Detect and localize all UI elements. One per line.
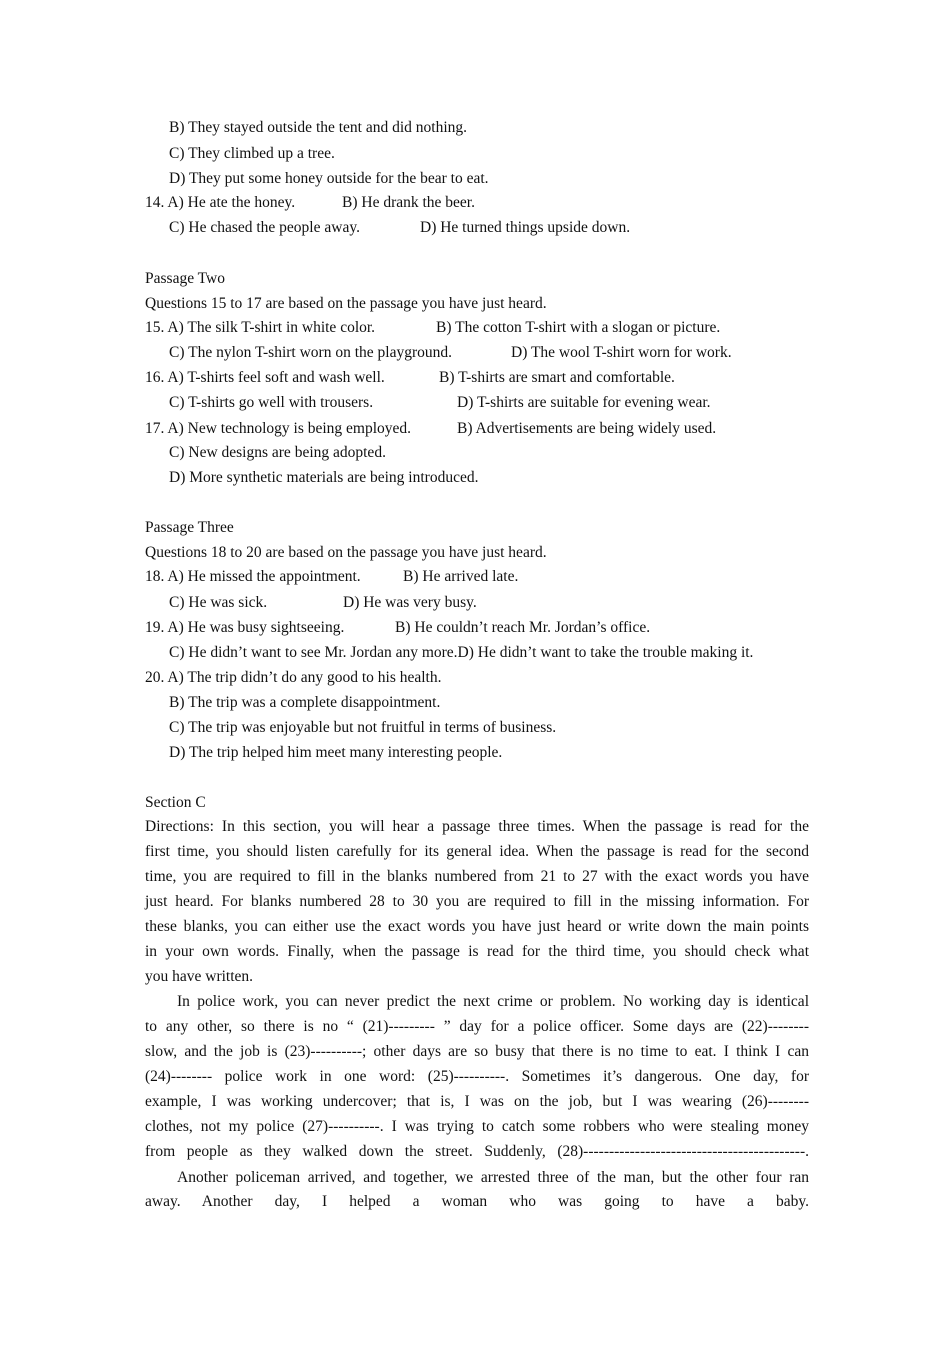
q18-option-c: C) He was sick. xyxy=(169,594,268,611)
passage-two-intro: Questions 15 to 17 are based on the passage you have just heard. xyxy=(145,295,547,312)
directions-line: just heard. For blanks numbered 28 to 30 you are required to fill in the missing information. For xyxy=(145,893,809,910)
q19-option-a: 19. A) He was busy sightseeing. xyxy=(145,619,345,636)
directions-line: in your own words. Finally, when the passage is read for the third time, you should check what xyxy=(145,943,809,960)
directions-line: time, you are required to fill in the blanks numbered from 21 to 27 with the exact words you have xyxy=(145,868,809,885)
passage-line: to any other, so there is no “ (21)--------- ” day for a police officer. Some days are (22)-------- xyxy=(145,1018,809,1035)
passage-two-title: Passage Two xyxy=(145,270,225,287)
q13-option-d: D) They put some honey outside for the bear to eat. xyxy=(169,170,489,187)
passage-line: Another policeman arrived, and together, we arrested three of the man, but the other four ran xyxy=(177,1169,809,1186)
passage-line: In police work, you can never predict the next crime or problem. No working day is identical xyxy=(177,993,809,1010)
passage-line: from people as they walked down the street. Suddenly, (28)-------------------------------------------. xyxy=(145,1143,809,1160)
section-c-title: Section C xyxy=(145,794,206,811)
q15-option-b: B) The cotton T-shirt with a slogan or picture. xyxy=(436,319,721,336)
q20-option-a: 20. A) The trip didn’t do any good to his health. xyxy=(145,669,442,686)
passage-line: slow, and the job is (23)----------; other days are so busy that there is no time to eat. I think I can xyxy=(145,1043,809,1060)
q16-option-a: 16. A) T-shirts feel soft and wash well. xyxy=(145,369,385,386)
passage-line: away. Another day, I helped a woman who was going to have a baby. xyxy=(145,1193,809,1210)
q16-option-c: C) T-shirts go well with trousers. xyxy=(169,394,374,411)
q18-option-d: D) He was very busy. xyxy=(343,594,477,611)
q13-option-b: B) They stayed outside the tent and did nothing. xyxy=(169,119,468,136)
q16-option-d: D) T-shirts are suitable for evening wear. xyxy=(457,394,711,411)
q20-option-d: D) The trip helped him meet many interesting people. xyxy=(169,744,503,761)
q20-option-c: C) The trip was enjoyable but not fruitful in terms of business. xyxy=(169,719,557,736)
q15-option-c: C) The nylon T-shirt worn on the playground. xyxy=(169,344,452,361)
q19-option-b: B) He couldn’t reach Mr. Jordan’s office. xyxy=(395,619,651,636)
q14-option-d: D) He turned things upside down. xyxy=(420,219,631,236)
q20-option-b: B) The trip was a complete disappointment. xyxy=(169,694,441,711)
passage-line: (24)-------- police work in one word: (25)----------. Sometimes it’s dangerous. One day, for xyxy=(145,1068,809,1085)
passage-three-title: Passage Three xyxy=(145,519,234,536)
q15-option-d: D) The wool T-shirt worn for work. xyxy=(511,344,732,361)
passage-line: clothes, not my police (27)----------. I was trying to catch some robbers who were stealing money xyxy=(145,1118,809,1135)
passage-three-intro: Questions 18 to 20 are based on the passage you have just heard. xyxy=(145,544,547,561)
q15-option-a: 15. A) The silk T-shirt in white color. xyxy=(145,319,376,336)
q18-option-b: B) He arrived late. xyxy=(403,568,519,585)
q17-option-b: B) Advertisements are being widely used. xyxy=(457,420,717,437)
directions-line: you have written. xyxy=(145,968,254,985)
q18-option-a: 18. A) He missed the appointment. xyxy=(145,568,361,585)
q14-option-c: C) He chased the people away. xyxy=(169,219,360,236)
q13-option-c: C) They climbed up a tree. xyxy=(169,145,335,162)
directions-line: first time, you should listen carefully for its general idea. When the passage is read for the second xyxy=(145,843,809,860)
q17-option-a: 17. A) New technology is being employed. xyxy=(145,420,412,437)
passage-line: example, I was working undercover; that is, I was on the job, but I was wearing (26)-------- xyxy=(145,1093,809,1110)
q17-option-d: D) More synthetic materials are being introduced. xyxy=(169,469,479,486)
q14-option-b: B) He drank the beer. xyxy=(342,194,475,211)
q17-option-c: C) New designs are being adopted. xyxy=(169,444,386,461)
directions-line: these blanks, you can either use the exact words you have just heard or write down the main points xyxy=(145,918,809,935)
directions-line: Directions: In this section, you will hear a passage three times. When the passage is read for the xyxy=(145,818,809,835)
q19-options-c-d: C) He didn’t want to see Mr. Jordan any more.D) He didn’t want to take the trouble making it. xyxy=(169,644,754,661)
q16-option-b: B) T-shirts are smart and comfortable. xyxy=(439,369,675,386)
q14-option-a: 14. A) He ate the honey. xyxy=(145,194,296,211)
